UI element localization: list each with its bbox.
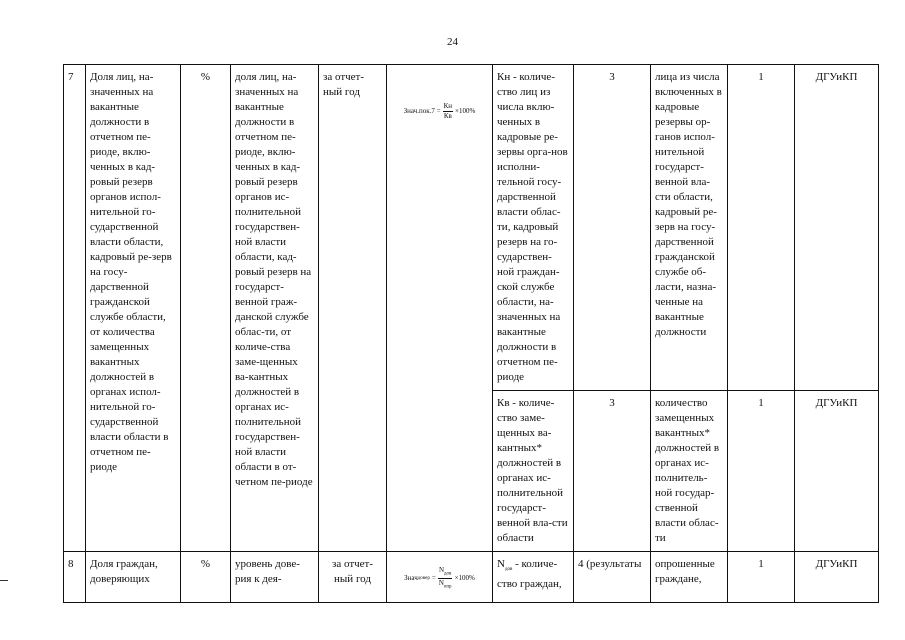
formula8-eq: = xyxy=(431,574,436,583)
formula7-prefix: Знач.пок.7 = xyxy=(403,107,441,115)
row8-period: за отчет-ный год xyxy=(319,552,387,603)
row7-formula xyxy=(387,65,493,552)
row7-sub1-responsible: ДГУиКП xyxy=(795,65,879,391)
row8-indicator: Доля граждан, доверяющих xyxy=(86,552,181,603)
row8-sample: 1 xyxy=(728,552,795,603)
table-row-7a xyxy=(64,65,879,391)
row7-sub2-responsible: ДГУиКП xyxy=(795,391,879,552)
formula8-denominator: N xyxy=(438,579,444,588)
row7-indicator: Доля лиц, на-значенных на вакантные должности в отчетном пе-риоде, вклю-ченных в кад-ровый резерв органов испол-нительной го-сударственной власти области, кадровый ре-зерв на госу-дарственной гражданской службе области, от количества замещенных вакантных должностей в органах испол-нительной го-сударственной власти области в отчетном пе-риоде xyxy=(86,65,181,552)
row8-description-main: N xyxy=(497,558,505,570)
row7-period: за отчет-ный год xyxy=(319,65,387,552)
formula7-suffix: ×100% xyxy=(455,107,476,115)
row8-method: 4 (результаты xyxy=(574,552,651,603)
page-number: 24 xyxy=(447,36,458,48)
row8-description-rest: - количе-ство граждан, xyxy=(497,558,562,591)
table-row-8 xyxy=(64,552,879,603)
row8-description xyxy=(493,552,574,603)
row8-responsible: ДГУиКП xyxy=(795,552,879,603)
row7-unit: % xyxy=(181,65,231,552)
row8-number: 8 xyxy=(64,552,86,603)
row7-sub1-sample: 1 xyxy=(728,65,795,391)
row8-unit: % xyxy=(181,552,231,603)
row7-sub2-sample: 1 xyxy=(728,391,795,552)
formula8-prefix-sub: довер xyxy=(417,576,430,582)
row8-description-sub: дов xyxy=(504,567,513,573)
row7-sub1-description: Кн - количе-ство лиц из числа вклю-ченных в кадровые ре-зервы орга-нов исполни-тельной госу-дарственной власти облас-ти, кадровый резерв на го-сударствен-ной граждан-ской службе области, на-значенных на вакантные должности в отчетном пе-риоде xyxy=(493,65,574,391)
formula7-numerator: Кн xyxy=(443,102,453,110)
row8-formula xyxy=(387,552,493,603)
row7-sub2-population: количество замещенных вакантных* должностей в органах ис-полнитель-ной государ-ственной власти облас-ти xyxy=(651,391,728,552)
row8-definition: уровень дове-рия к дея- xyxy=(231,552,319,603)
indicator-table xyxy=(63,64,879,603)
row7-sub1-method: 3 xyxy=(574,65,651,391)
row7-sub2-description: Кв - количе-ство заме-щенных ва-кантных* должностей в органах ис-полнительной государст-венной вла-сти области xyxy=(493,391,574,552)
formula7-denominator: Кв xyxy=(443,112,452,120)
row7-sub1-population: лица из числа включенных в кадровые резервы ор-ганов испол-нительной государст-венной вла-сти области, кадровый ре-зерв на госу-дарственной гражданской службе об-ласти, назна-ченные на вакантные должности xyxy=(651,65,728,391)
margin-mark xyxy=(0,580,8,581)
row7-number: 7 xyxy=(64,65,86,552)
formula8-prefix: Знач xyxy=(404,574,418,583)
row8-population: опрошенные граждане, xyxy=(651,552,728,603)
formula8-numerator: N xyxy=(438,566,445,574)
row7-definition: доля лиц, на-значенных на вакантные должности в отчетном пе-риоде, вклю-ченных в кад-ровый резерв органов ис-полнительной государствен-ной власти области, кад-ровый резерв на государст-венной граж-данской службе облас-ти, от количе-ства заме-щенных ва-кантных должностей в органах ис-полнительной государствен-ной власти области в от-четном пе-риоде xyxy=(231,65,319,552)
formula8-numerator-sub: дов xyxy=(444,571,452,577)
formula8-denominator-sub: опр xyxy=(443,584,452,590)
row7-sub2-method: 3 xyxy=(574,391,651,552)
formula8-suffix: ×100% xyxy=(454,574,475,583)
